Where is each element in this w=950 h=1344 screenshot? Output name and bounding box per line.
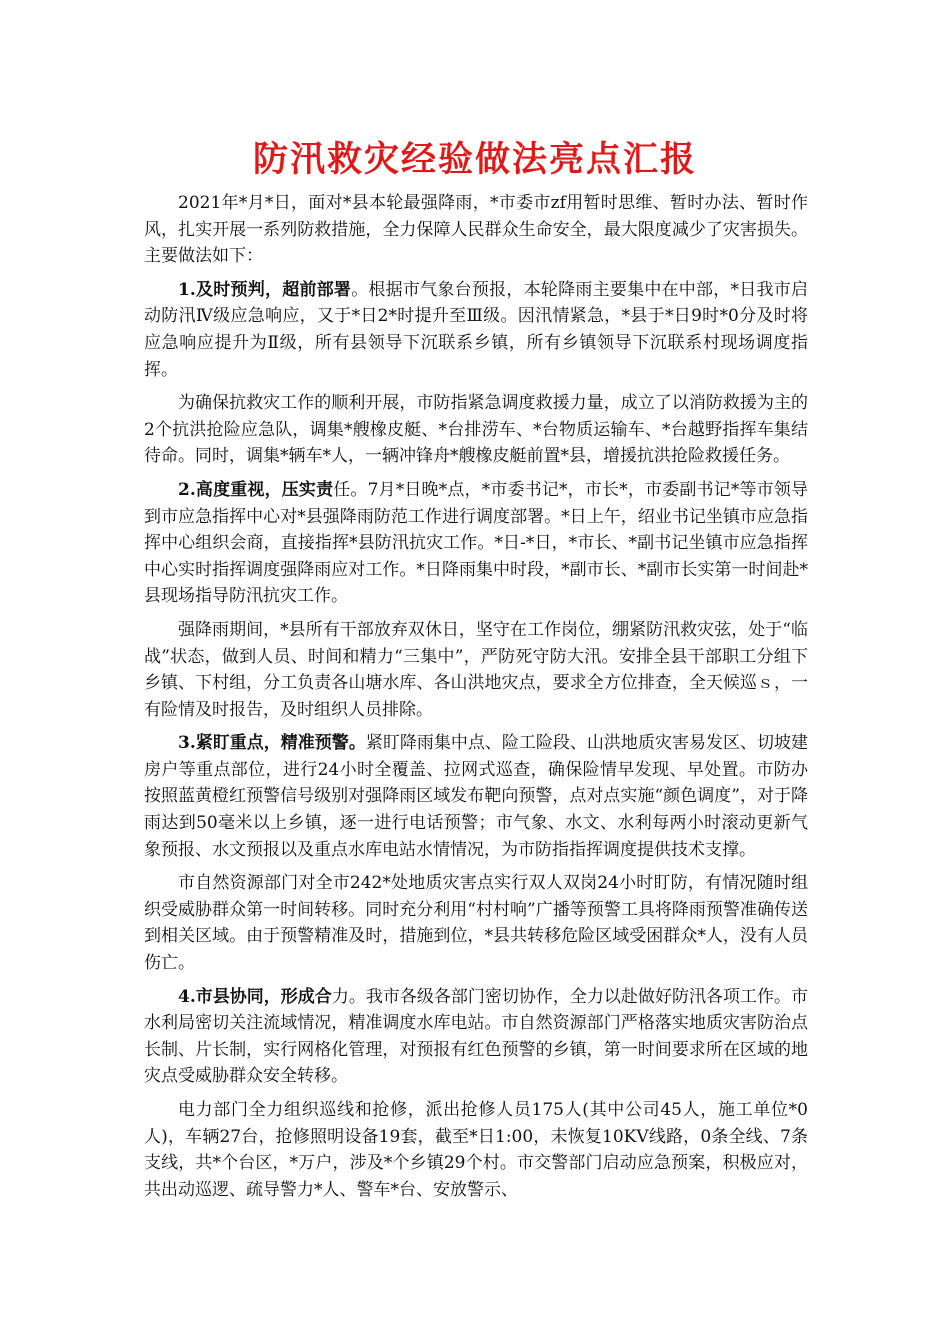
section-3-text: 紧盯降雨集中点、险工险段、山洪地质灾害易发区、切坡建房户等重点部位，进行24小时全覆盖、拉网式巡查，确保险情早发现、早处置。市防办按照蓝黄橙红预警信号级别对强降雨区域发布靶向预警，点对点实施“颜色调度”，对于降雨达到50毫米以上乡镇，逐一进行电话预警；市气象、水文、水利每两小时滚动更新气象预报、水文预报以及重点水库电站水情情况，为市防指指挥调度提供技术支撑。 bbox=[144, 733, 809, 860]
section-1-text: 。根据市气象台预报，本轮降雨主要集中在中部，*日我市启动防汛Ⅳ级应急响应，又于*日2*时提升至Ⅲ级。因汛情紧急，*县于*日9时*0分及时将应急响应提升为Ⅱ级，所有县领导下沉联系乡镇，所有乡镇领导下沉联系村现场调度指挥。 bbox=[144, 279, 809, 380]
section-2-text: 任。7月*日晚*点，*市委书记*，市长*，市委副书记*等市领导到市应急指挥中心对*县强降雨防范工作进行调度部署。*日上午，绍业书记坐镇市应急指挥中心组织会商，直接指挥*县防汛抗灾工作。*日-*日，*市长、*副书记坐镇市应急指挥中心实时指挥调度强降雨应对工作。*日降雨集中时段，*副市长、*副市长实第一时间赴*县现场指导防汛抗灾工作。 bbox=[144, 479, 808, 607]
section-4-extra-paragraph: 电力部门全力组织巡线和抢修，派出抢修人员175人(其中公司45人，施工单位*0人)，车辆27台，抢修照明设备19套，截至*日1:00，未恢复10KV线路，0条全线、7条支线，共*个台区，*万户，涉及*个乡镇29个村。市交警部门启动应急预案，积极应对，共出动巡逻、疏导警力*人、警车*台、安放警示、 bbox=[144, 1100, 808, 1200]
section-3-extra-paragraph: 市自然资源部门对全市242*处地质灾害点实行双人双岗24小时盯防，有情况随时组织受威胁群众第一时间转移。同时充分利用“村村响”广播等预警工具将降雨预警准确传送到相关区域。由于预警精准及时，措施到位，*县共转移危险区域受困群众*人，没有人员伤亡。 bbox=[144, 873, 808, 974]
section-1-heading: 1.及时预判，超前部署 bbox=[178, 279, 352, 300]
section-2-extra-paragraph: 强降雨期间，*县所有干部放弃双休日，坚守在工作岗位，绷紧防汛救灾弦，处于“临战”状态，做到人员、时间和精力“三集中”，严防死守防大汛。安排全县干部职工分组下乡镇、下村组，分工负责各山塘水库、各山洪地灾点，要求全方位排查，全天候巡ｓ，一有险情及时报告，及时组织人员排除。 bbox=[144, 619, 808, 720]
section-1-extra-paragraph: 为确保抗救灾工作的顺利开展，市防指紧急调度救援力量，成立了以消防救援为主的2个抗洪抢险应急队，调集*艘橡皮艇、*台排涝车、*台物质运输车、*台越野指挥车集结待命。同时，调集*辆车*人，一辆冲锋舟*艘橡皮艇前置*县，增援抗洪抢险救援任务。 bbox=[144, 393, 808, 467]
section-3-heading: 3.紧盯重点，精准预警。 bbox=[178, 733, 366, 754]
section-4-text: 力。我市各级各部门密切协作，全力以赴做好防汛各项工作。市水利局密切关注流域情况，精准调度水库电站。市自然资源部门严格落实地质灾害防治点长制、片长制，实行网格化管理，对预报有红色预警的乡镇，第一时间要求所在区域的地灾点受威胁群众安全转移。 bbox=[144, 986, 808, 1087]
section-4-paragraph bbox=[144, 984, 808, 1090]
section-2-paragraph bbox=[144, 477, 808, 610]
section-4-heading: 4.市县协同，形成合 bbox=[178, 986, 332, 1007]
document-body bbox=[144, 190, 808, 1210]
section-2-heading: 2.高度重视，压实责 bbox=[178, 479, 334, 500]
document-title: 防汛救灾经验做法亮点汇报 bbox=[252, 139, 697, 180]
section-1-paragraph bbox=[144, 277, 808, 383]
intro-paragraph: 2021年*月*日，面对*县本轮最强降雨，*市委市zf用暂时思维、暂时办法、暂时作风，扎实开展一系列防救措施，全力保障人民群众生命安全，最大限度减少了灾害损失。主要做法如下： bbox=[144, 193, 808, 267]
section-3-paragraph bbox=[144, 730, 808, 863]
